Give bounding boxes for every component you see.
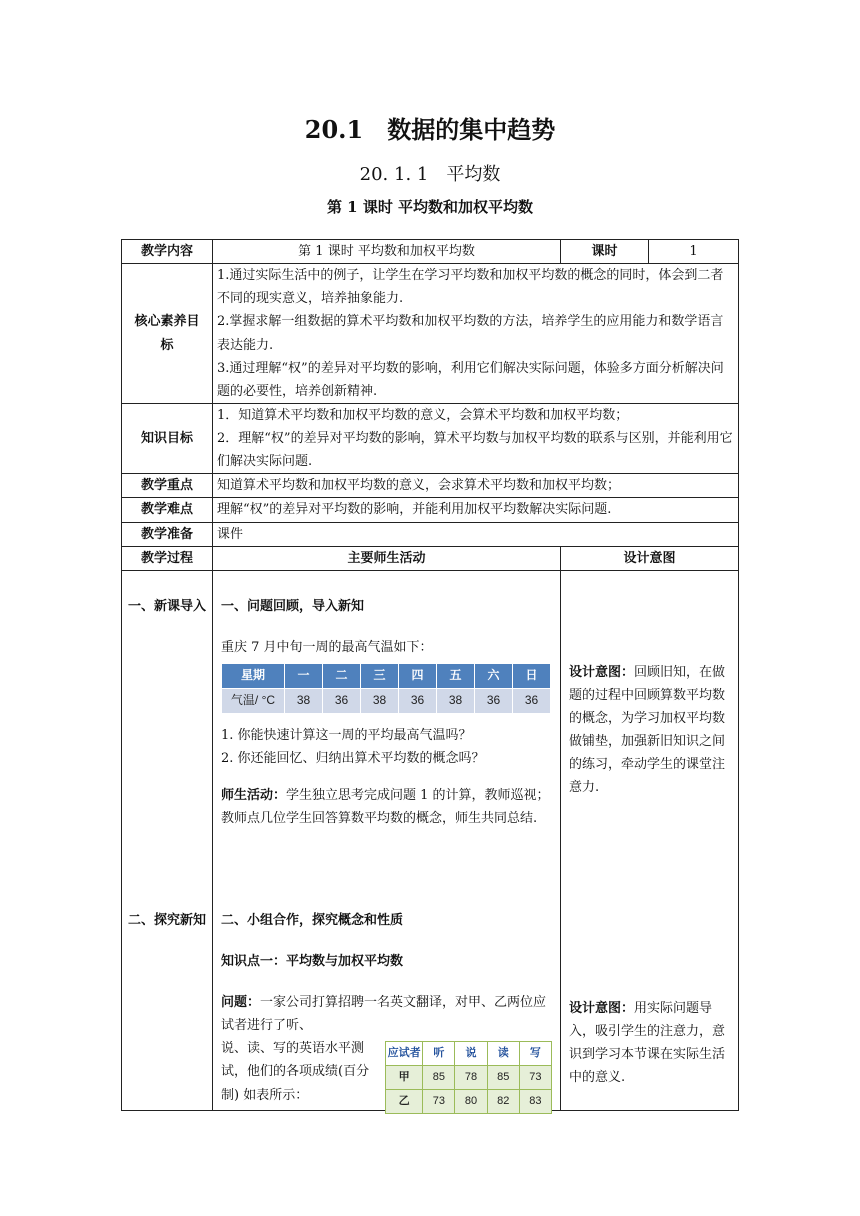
temp-header-cell: 二 (323, 664, 361, 689)
lesson-title: 第 1 课时 平均数和加权平均数 (326, 198, 534, 216)
knowledge-items (213, 403, 739, 473)
temp-value: 38 (437, 689, 475, 714)
score-header-cell: 听 (423, 1042, 455, 1066)
stage2-label: 二、探究新知 (127, 912, 206, 928)
score-cell: 80 (455, 1090, 487, 1114)
row-process-body (122, 570, 739, 1110)
temp-header-cell: 一 (285, 664, 323, 689)
stage1-intro: 重庆 7 月中旬一周的最高气温如下： (221, 639, 433, 655)
score-cell: 82 (487, 1090, 519, 1114)
row-difficulty (122, 498, 739, 522)
subsection-title: 20. 1. 1 平均数 (359, 164, 501, 185)
row-content (122, 240, 739, 264)
problem-text-b: 说、读、写的英语水平测试，他们的各项成绩(百分制) 如表所示： (221, 1041, 370, 1103)
temp-value: 36 (475, 689, 513, 714)
temp-value: 36 (399, 689, 437, 714)
score-row-name: 甲 (386, 1066, 423, 1090)
temp-header-cell: 四 (399, 664, 437, 689)
key-point-label: 教学重点 (122, 474, 213, 498)
knowledge-label: 知识目标 (122, 403, 213, 473)
core-item: 2.掌握求解一组数据的算术平均数和加权平均数的方法，培养学生的应用能力和数学语言表达能力. (217, 314, 724, 353)
score-cell: 83 (519, 1090, 551, 1114)
lesson-plan-table (121, 239, 739, 1111)
process-header-col1: 教学过程 (122, 546, 213, 570)
score-cell: 85 (487, 1066, 519, 1090)
temp-value: 38 (285, 689, 323, 714)
stage1-heading: 一、问题回顾，导入新知 (221, 598, 365, 614)
score-header-cell: 说 (455, 1042, 487, 1066)
row-knowledge (122, 403, 739, 473)
row-key-point (122, 474, 739, 498)
stage1-label: 一、新课导入 (127, 598, 206, 614)
row-process-header (122, 546, 739, 570)
intent-label: 设计意图： (569, 1000, 635, 1016)
stage2-content (221, 909, 552, 1108)
stage1-activity (221, 784, 552, 830)
stage-column (122, 570, 213, 1110)
temp-value: 36 (323, 689, 361, 714)
stage2-problem (221, 991, 552, 1037)
temp-header-cell: 日 (513, 664, 551, 689)
intent-text: 回顾旧知，在做题的过程中回顾算数平均数的概念，为学习加权平均数做铺垫，加强新旧知识之间的练习，牵动学生的课堂注意力. (569, 664, 726, 796)
score-row (386, 1066, 552, 1090)
score-header-row (386, 1042, 552, 1066)
stage2-point: 知识点一：平均数与加权平均数 (221, 953, 404, 969)
row-core (122, 264, 739, 404)
stage2-heading: 二、小组合作，探究概念和性质 (221, 912, 404, 928)
score-row (386, 1090, 552, 1114)
row-preparation (122, 522, 739, 546)
core-items (213, 264, 739, 404)
activity-label: 师生活动： (221, 788, 287, 804)
difficulty-label: 教学难点 (122, 498, 213, 522)
intent-label: 设计意图： (569, 664, 635, 680)
stage2-intent (569, 997, 730, 1090)
period-label: 课时 (561, 240, 649, 264)
problem-label: 问题： (221, 995, 261, 1010)
activity-text: 学生独立思考完成问题 1 的计算，教师巡视；教师点几位学生回答算数平均数的概念，师生共同总结. (221, 788, 550, 827)
knowledge-item: 2．理解“权”的差异对平均数的影响，算术平均数与加权平均数的联系与区别，并能利用它们解决实际问题. (217, 431, 733, 470)
stage1-intent (569, 661, 730, 800)
process-header-col2: 主要师生活动 (213, 546, 561, 570)
content-label: 教学内容 (122, 240, 213, 264)
score-header-cell: 应试者 (386, 1042, 423, 1066)
preparation-label: 教学准备 (122, 522, 213, 546)
intent-text: 用实际问题导入，吸引学生的注意力，意识到学习本节课在实际生活中的意义. (569, 1000, 726, 1086)
preparation-value: 课件 (213, 522, 739, 546)
score-table (385, 1041, 552, 1114)
score-cell: 78 (455, 1066, 487, 1090)
stage1-question: 2. 你还能回忆、归纳出算术平均数的概念吗？ (221, 751, 485, 767)
score-header-cell: 读 (487, 1042, 519, 1066)
temp-header-row (222, 664, 551, 689)
section-title: 20.1 数据的集中趋势 (304, 115, 556, 144)
temp-header-cell: 星期 (222, 664, 285, 689)
temp-row-label: 气温/ °C (222, 689, 285, 714)
temp-header-cell: 五 (437, 664, 475, 689)
score-cell: 85 (423, 1066, 455, 1090)
core-item: 3.通过理解“权”的差异对平均数的影响，利用它们解决实际问题，体验多方面分析解决问题的必要性，培养创新精神. (217, 360, 724, 399)
score-cell: 73 (423, 1090, 455, 1114)
difficulty-value: 理解“权”的差异对平均数的影响，并能利用加权平均数解决实际问题. (213, 498, 739, 522)
stage2-problem-continued (221, 1037, 552, 1107)
temp-value-row (222, 689, 551, 714)
temp-value: 38 (361, 689, 399, 714)
key-point-value: 知道算术平均数和加权平均数的意义，会求算术平均数和加权平均数； (213, 474, 739, 498)
core-label: 核心素养目标 (122, 264, 213, 404)
score-row-name: 乙 (386, 1090, 423, 1114)
core-item: 1.通过实际生活中的例子，让学生在学习平均数和加权平均数的概念的同时，体会到二者不同的现实意义，培养抽象能力. (217, 268, 724, 307)
knowledge-item: 1．知道算术平均数和加权平均数的意义，会算术平均数和加权平均数； (217, 407, 629, 423)
content-value: 第 1 课时 平均数和加权平均数 (213, 240, 561, 264)
activity-column (213, 570, 561, 1110)
temp-header-cell: 六 (475, 664, 513, 689)
temp-value: 36 (513, 689, 551, 714)
stage1-question: 1. 你能快速计算这一周的平均最高气温吗？ (221, 728, 472, 743)
problem-text: 一家公司打算招聘一名英文翻译，对甲、乙两位应试者进行了听、 (221, 995, 547, 1034)
process-header-col3: 设计意图 (561, 546, 739, 570)
period-value: 1 (649, 240, 739, 264)
temperature-table (221, 663, 551, 714)
score-cell: 73 (519, 1066, 551, 1090)
intent-column (561, 570, 739, 1110)
temp-header-cell: 三 (361, 664, 399, 689)
score-header-cell: 写 (519, 1042, 551, 1066)
